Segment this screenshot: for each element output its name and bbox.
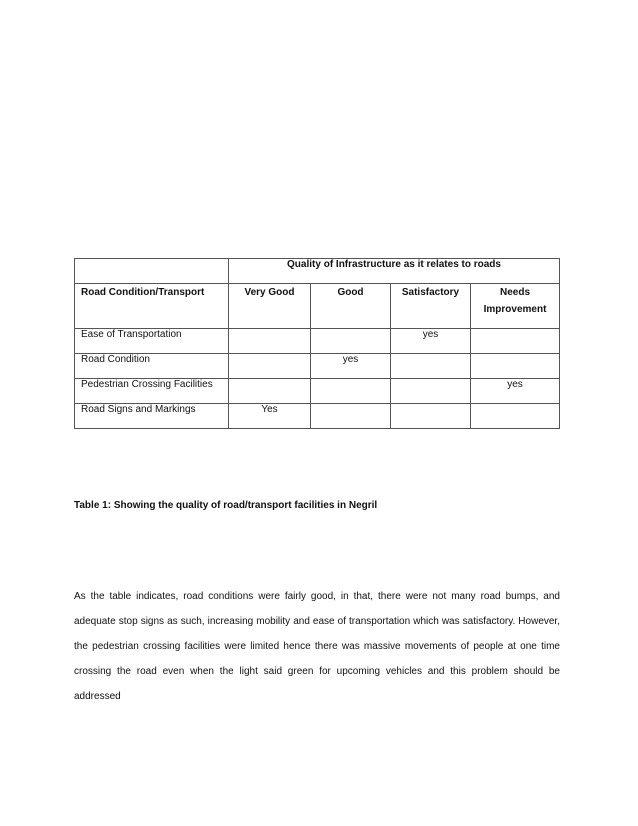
- header-good: Good: [311, 284, 391, 329]
- table-title-empty-cell: [75, 259, 229, 284]
- table-cell: [311, 404, 391, 429]
- table-cell: [391, 404, 471, 429]
- row-label: Ease of Transportation: [75, 329, 229, 354]
- row-label: Road Condition: [75, 354, 229, 379]
- infrastructure-table: [74, 258, 560, 429]
- table-cell: [311, 379, 391, 404]
- row-label: Pedestrian Crossing Facilities: [75, 379, 229, 404]
- header-road-condition: Road Condition/Transport: [75, 284, 229, 329]
- table-cell: Yes: [229, 404, 311, 429]
- table-cell: [391, 354, 471, 379]
- table-title-row: [75, 259, 560, 284]
- header-needs-improvement: Needs Improvement: [471, 284, 560, 329]
- table-cell: [229, 354, 311, 379]
- table-cell: [311, 329, 391, 354]
- header-very-good: Very Good: [229, 284, 311, 329]
- table-cell: [471, 329, 560, 354]
- table-cell: [391, 379, 471, 404]
- table-cell: [471, 354, 560, 379]
- table-header-row: [75, 284, 560, 329]
- header-satisfactory: Satisfactory: [391, 284, 471, 329]
- table-cell: [229, 379, 311, 404]
- table-caption: Table 1: Showing the quality of road/transport facilities in Negril: [74, 500, 378, 511]
- table-cell: yes: [311, 354, 391, 379]
- body-paragraph: As the table indicates, road conditions were fairly good, in that, there were not many road bumps, and adequate stop signs as such, increasing mobility and ease of transportation which was satisfactory. However, the pedestrian crossing facilities were limited hence there was massive movements of people at one time crossing the road even when the light said green for upcoming vehicles and this problem should be addressed: [74, 591, 560, 702]
- table-row: [75, 404, 560, 429]
- table-row: [75, 329, 560, 354]
- row-label: Road Signs and Markings: [75, 404, 229, 429]
- table-cell: [471, 404, 560, 429]
- table-cell: [229, 329, 311, 354]
- table-cell: yes: [391, 329, 471, 354]
- table-row: [75, 354, 560, 379]
- table-cell: yes: [471, 379, 560, 404]
- table-title: Quality of Infrastructure as it relates to roads: [229, 259, 560, 284]
- table-row: [75, 379, 560, 404]
